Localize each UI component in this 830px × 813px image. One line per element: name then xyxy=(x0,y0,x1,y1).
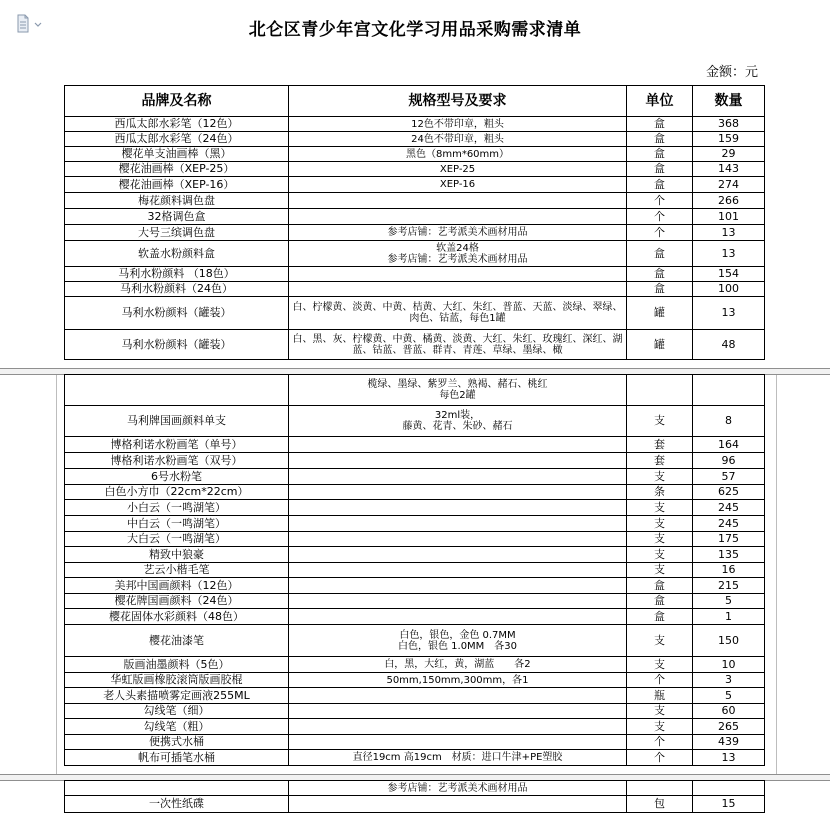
table-row xyxy=(65,673,765,688)
item-spec-cell: 白色，银色，金色 0.7MM 白色，银色 1.0MM 各30 xyxy=(289,625,627,657)
document-title: 北仑区青少年宫文化学习用品采购需求清单 xyxy=(248,20,582,40)
item-spec-cell xyxy=(289,469,627,485)
item-qty-cell: 1 xyxy=(693,609,765,625)
item-unit-cell: 支 xyxy=(627,516,693,532)
item-qty-cell: 16 xyxy=(693,563,765,578)
item-name-cell: 一次性纸碟 xyxy=(65,796,289,813)
table-row xyxy=(65,609,765,625)
item-name-cell: 版画油墨颜料（5色） xyxy=(65,657,289,673)
item-name-cell xyxy=(65,375,289,406)
item-name-cell: 梅花颜料调色盘 xyxy=(65,193,289,209)
item-name-cell: 华虹版画橡胶滚筒版画胶棍 xyxy=(65,673,289,688)
item-spec-cell xyxy=(289,688,627,704)
table-row xyxy=(65,469,765,485)
header-unit: 单位 xyxy=(627,86,693,117)
item-name-cell: 老人头素描喷雾定画液255ML xyxy=(65,688,289,704)
item-spec-cell xyxy=(289,735,627,750)
item-name-cell xyxy=(65,781,289,796)
item-spec-cell xyxy=(289,532,627,547)
table-row xyxy=(65,330,765,360)
item-unit-cell: 支 xyxy=(627,406,693,437)
item-name-cell: 软盖水粉颜料盒 xyxy=(65,241,289,267)
item-name-cell: 樱花油画棒（XEP-16） xyxy=(65,177,289,193)
item-qty-cell: 439 xyxy=(693,735,765,750)
item-spec-cell: 软盖24格 参考店铺：艺考派美术画材用品 xyxy=(289,241,627,267)
item-qty-cell: 96 xyxy=(693,453,765,469)
item-spec-cell xyxy=(289,282,627,297)
item-spec-cell xyxy=(289,209,627,225)
amount-unit-label: 金额：元 xyxy=(705,65,758,80)
item-name-cell: 马利水粉颜料（24色） xyxy=(65,282,289,297)
table-row xyxy=(65,563,765,578)
item-name-cell: 博格利诺水粉画笔（双号） xyxy=(65,453,289,469)
item-unit-cell: 支 xyxy=(627,469,693,485)
table-row xyxy=(65,225,765,241)
item-qty-cell: 164 xyxy=(693,437,765,453)
item-unit-cell: 包 xyxy=(627,796,693,813)
item-qty-cell: 274 xyxy=(693,177,765,193)
item-unit-cell: 个 xyxy=(627,225,693,241)
table-row xyxy=(65,796,765,813)
item-unit-cell: 瓶 xyxy=(627,688,693,704)
item-unit-cell: 盒 xyxy=(627,282,693,297)
item-unit-cell: 条 xyxy=(627,485,693,500)
item-qty-cell: 625 xyxy=(693,485,765,500)
table-row xyxy=(65,594,765,609)
item-unit-cell: 盒 xyxy=(627,147,693,162)
item-name-cell: 艺云小楷毛笔 xyxy=(65,563,289,578)
table-row xyxy=(65,209,765,225)
item-name-cell: 大号三缤调色盘 xyxy=(65,225,289,241)
item-spec-cell xyxy=(289,500,627,516)
item-qty-cell: 100 xyxy=(693,282,765,297)
item-unit-cell: 支 xyxy=(627,657,693,673)
item-unit-cell: 个 xyxy=(627,735,693,750)
item-unit-cell: 个 xyxy=(627,209,693,225)
item-spec-cell xyxy=(289,193,627,209)
item-unit-cell: 盒 xyxy=(627,267,693,282)
item-qty-cell: 159 xyxy=(693,132,765,147)
table-row xyxy=(65,625,765,657)
item-name-cell: 樱花固体水彩颜料（48色） xyxy=(65,609,289,625)
table-row xyxy=(65,147,765,162)
item-name-cell: 白色小方巾（22cm*22cm） xyxy=(65,485,289,500)
item-unit-cell: 盒 xyxy=(627,177,693,193)
item-spec-cell xyxy=(289,485,627,500)
item-spec-cell xyxy=(289,516,627,532)
item-name-cell: 博格利诺水粉画笔（单号） xyxy=(65,437,289,453)
item-name-cell: 精致中狼豪 xyxy=(65,547,289,563)
item-qty-cell: 13 xyxy=(693,225,765,241)
item-qty-cell: 265 xyxy=(693,719,765,735)
table-row xyxy=(65,750,765,766)
item-spec-cell xyxy=(289,578,627,594)
item-qty-cell: 135 xyxy=(693,547,765,563)
item-unit-cell: 个 xyxy=(627,193,693,209)
item-unit-cell: 盒 xyxy=(627,117,693,132)
table-row xyxy=(65,177,765,193)
item-name-cell: 32格调色盒 xyxy=(65,209,289,225)
table-row xyxy=(65,719,765,735)
item-spec-cell xyxy=(289,719,627,735)
header-name: 品牌及名称 xyxy=(65,86,289,117)
table-row xyxy=(65,532,765,547)
item-unit-cell: 罐 xyxy=(627,297,693,330)
item-name-cell: 大白云（一鸣湖笔） xyxy=(65,532,289,547)
item-unit-cell xyxy=(627,781,693,796)
table-row xyxy=(65,453,765,469)
item-qty-cell xyxy=(693,781,765,796)
item-qty-cell: 5 xyxy=(693,594,765,609)
item-qty-cell: 29 xyxy=(693,147,765,162)
item-spec-cell: 参考店铺：艺考派美术画材用品 xyxy=(289,225,627,241)
item-spec-cell: 12色不带印章，粗头 xyxy=(289,117,627,132)
item-name-cell: 樱花油漆笔 xyxy=(65,625,289,657)
item-spec-cell: 直径19cm 高19cm 材质：进口牛津+PE塑胶 xyxy=(289,750,627,766)
item-unit-cell: 支 xyxy=(627,563,693,578)
page-left-edge xyxy=(56,374,57,774)
procurement-table-page-1 xyxy=(64,85,765,360)
item-spec-cell: 50mm,150mm,300mm，各1 xyxy=(289,673,627,688)
item-unit-cell: 盒 xyxy=(627,578,693,594)
item-qty-cell: 143 xyxy=(693,162,765,177)
table-row xyxy=(65,117,765,132)
procurement-table-page-2 xyxy=(64,374,765,766)
item-spec-cell: 32ml装， 藤黄、花青、朱砂、赭石 xyxy=(289,406,627,437)
item-spec-cell: 参考店铺：艺考派美术画材用品 xyxy=(289,781,627,796)
item-spec-cell: XEP-16 xyxy=(289,177,627,193)
item-unit-cell: 个 xyxy=(627,750,693,766)
item-name-cell: 勾线笔（粗） xyxy=(65,719,289,735)
table-row xyxy=(65,485,765,500)
item-qty-cell xyxy=(693,375,765,406)
item-spec-cell xyxy=(289,609,627,625)
item-unit-cell: 盒 xyxy=(627,594,693,609)
page-right-edge xyxy=(776,374,777,774)
item-name-cell: 樱花单支油画棒（黑） xyxy=(65,147,289,162)
item-name-cell: 中白云（一鸣湖笔） xyxy=(65,516,289,532)
item-unit-cell: 个 xyxy=(627,673,693,688)
table-row xyxy=(65,241,765,267)
item-spec-cell xyxy=(289,437,627,453)
table-row xyxy=(65,297,765,330)
item-name-cell: 帆布可插笔水桶 xyxy=(65,750,289,766)
item-unit-cell: 支 xyxy=(627,500,693,516)
item-spec-cell: XEP-25 xyxy=(289,162,627,177)
item-unit-cell: 套 xyxy=(627,453,693,469)
item-qty-cell: 15 xyxy=(693,796,765,813)
item-name-cell: 樱花牌国画颜料（24色） xyxy=(65,594,289,609)
item-spec-cell xyxy=(289,704,627,719)
procurement-table-page-3 xyxy=(64,780,765,813)
item-spec-cell xyxy=(289,796,627,813)
table-row xyxy=(65,267,765,282)
table-row xyxy=(65,162,765,177)
table-row xyxy=(65,578,765,594)
item-qty-cell: 60 xyxy=(693,704,765,719)
item-name-cell: 小白云（一鸣湖笔） xyxy=(65,500,289,516)
item-qty-cell: 215 xyxy=(693,578,765,594)
item-name-cell: 马利水粉颜料 （18色） xyxy=(65,267,289,282)
item-unit-cell: 套 xyxy=(627,437,693,453)
item-name-cell: 6号水粉笔 xyxy=(65,469,289,485)
item-unit-cell xyxy=(627,375,693,406)
item-qty-cell: 13 xyxy=(693,297,765,330)
item-unit-cell: 支 xyxy=(627,547,693,563)
table-row xyxy=(65,547,765,563)
item-unit-cell: 支 xyxy=(627,532,693,547)
item-name-cell: 勾线笔（细） xyxy=(65,704,289,719)
table-row xyxy=(65,132,765,147)
item-unit-cell: 支 xyxy=(627,719,693,735)
item-unit-cell: 盒 xyxy=(627,132,693,147)
table-row xyxy=(65,375,765,406)
item-spec-cell: 白、黑、灰、柠檬黄、中黄、橘黄、淡黄、大红、朱红、玫瑰红、深红、湖蓝、钴蓝、普蓝、群青、青莲、草绿、墨绿、橄 xyxy=(289,330,627,360)
table-row xyxy=(65,688,765,704)
item-qty-cell: 13 xyxy=(693,241,765,267)
item-qty-cell: 48 xyxy=(693,330,765,360)
item-spec-cell xyxy=(289,594,627,609)
item-spec-cell: 24色不带印章，粗头 xyxy=(289,132,627,147)
table-row xyxy=(65,500,765,516)
item-unit-cell: 盒 xyxy=(627,241,693,267)
item-qty-cell: 101 xyxy=(693,209,765,225)
header-qty: 数量 xyxy=(693,86,765,117)
item-spec-cell: 黑色（8mm*60mm） xyxy=(289,147,627,162)
item-unit-cell: 支 xyxy=(627,704,693,719)
item-qty-cell: 8 xyxy=(693,406,765,437)
item-spec-cell xyxy=(289,453,627,469)
item-spec-cell: 榄绿、墨绿、紫罗兰、熟褐、赭石、桃红 每色2罐 xyxy=(289,375,627,406)
item-qty-cell: 154 xyxy=(693,267,765,282)
table-row xyxy=(65,516,765,532)
item-name-cell: 西瓜太郎水彩笔（12色） xyxy=(65,117,289,132)
item-qty-cell: 10 xyxy=(693,657,765,673)
table-row xyxy=(65,193,765,209)
item-qty-cell: 57 xyxy=(693,469,765,485)
table-row xyxy=(65,657,765,673)
item-qty-cell: 245 xyxy=(693,516,765,532)
table-row xyxy=(65,406,765,437)
item-spec-cell xyxy=(289,267,627,282)
item-name-cell: 马利水粉颜料（罐装） xyxy=(65,330,289,360)
item-spec-cell xyxy=(289,563,627,578)
item-unit-cell: 盒 xyxy=(627,162,693,177)
item-qty-cell: 5 xyxy=(693,688,765,704)
item-name-cell: 马利水粉颜料（罐装） xyxy=(65,297,289,330)
item-qty-cell: 266 xyxy=(693,193,765,209)
table-row xyxy=(65,781,765,796)
item-spec-cell: 白，黑，大红，黄，湖蓝 各2 xyxy=(289,657,627,673)
table-row xyxy=(65,282,765,297)
item-spec-cell: 白、柠檬黄、淡黄、中黄、桔黄、大红、朱红、普蓝、天蓝、淡绿、翠绿、 肉色、钴蓝，每色1罐 xyxy=(289,297,627,330)
item-name-cell: 便携式水桶 xyxy=(65,735,289,750)
item-spec-cell xyxy=(289,547,627,563)
item-qty-cell: 150 xyxy=(693,625,765,657)
table-row xyxy=(65,704,765,719)
item-qty-cell: 13 xyxy=(693,750,765,766)
header-spec: 规格型号及要求 xyxy=(289,86,627,117)
item-unit-cell: 盒 xyxy=(627,609,693,625)
item-qty-cell: 368 xyxy=(693,117,765,132)
table-header-row xyxy=(65,86,765,117)
item-qty-cell: 175 xyxy=(693,532,765,547)
item-qty-cell: 3 xyxy=(693,673,765,688)
item-name-cell: 马利牌国画颜料单支 xyxy=(65,406,289,437)
item-name-cell: 西瓜太郎水彩笔（24色） xyxy=(65,132,289,147)
item-name-cell: 美邦中国画颜料（12色） xyxy=(65,578,289,594)
table-row xyxy=(65,437,765,453)
item-name-cell: 樱花油画棒（XEP-25） xyxy=(65,162,289,177)
item-unit-cell: 罐 xyxy=(627,330,693,360)
table-row xyxy=(65,735,765,750)
item-qty-cell: 245 xyxy=(693,500,765,516)
item-unit-cell: 支 xyxy=(627,625,693,657)
